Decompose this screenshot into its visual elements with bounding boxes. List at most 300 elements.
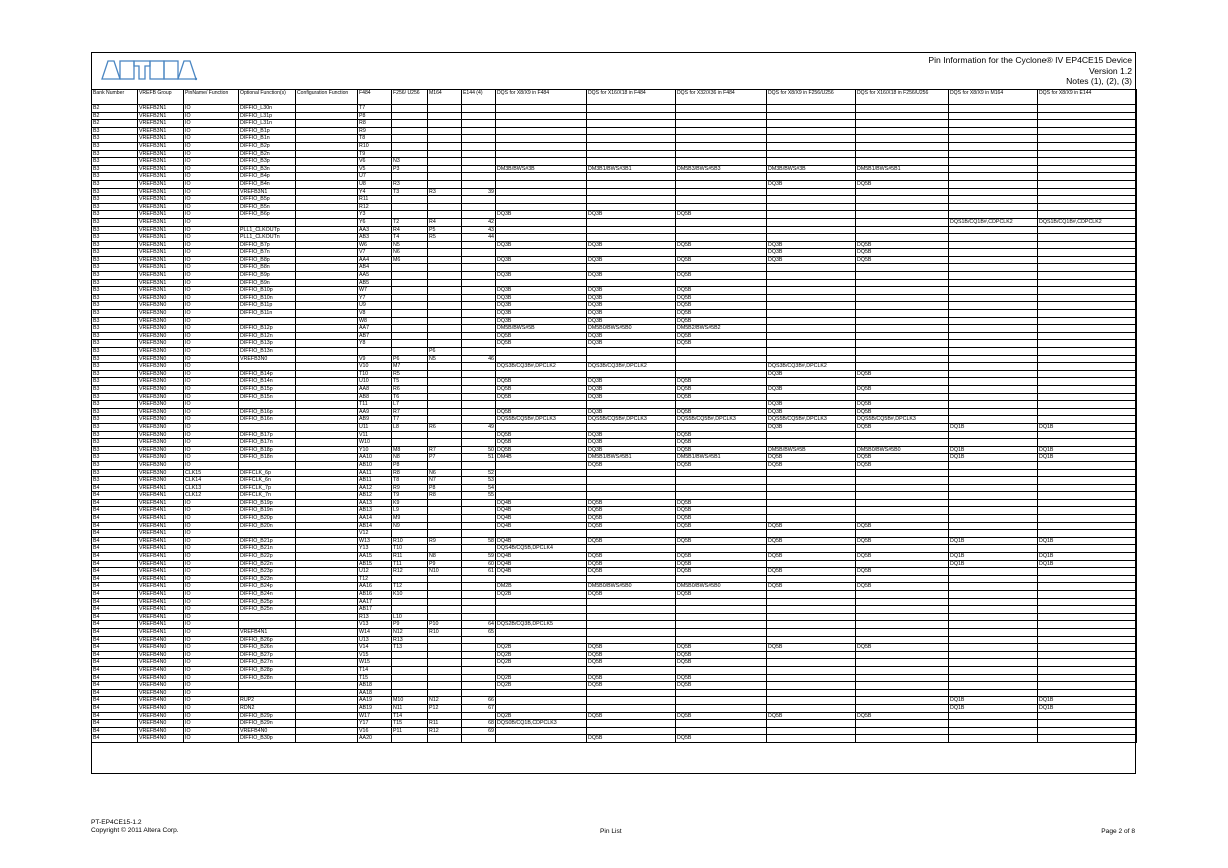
table-cell: [462, 264, 496, 272]
table-cell: [428, 173, 462, 181]
table-cell: DQ1B: [949, 537, 1038, 545]
table-cell: [767, 720, 856, 728]
table-cell: [587, 689, 676, 697]
table-cell: [496, 196, 587, 204]
table-cell: [428, 279, 462, 287]
table-cell: VREFB4N0: [138, 674, 184, 682]
table-cell: DQ5B: [676, 241, 767, 249]
table-cell: AB5: [358, 279, 392, 287]
table-cell: [949, 484, 1038, 492]
table-cell: DQS4B/CQ5B,DPCLK4: [496, 545, 587, 553]
table-cell: [496, 264, 587, 272]
table-cell: [296, 408, 358, 416]
table-cell: VREFB3N1: [138, 279, 184, 287]
table-cell: AB19: [358, 704, 392, 712]
table-cell: [296, 553, 358, 561]
table-cell: VREFB2N1: [138, 120, 184, 128]
table-cell: DQS5B/CQ5B#,DPCLK3: [856, 416, 949, 424]
table-cell: [767, 575, 856, 583]
table-cell: B3: [92, 317, 138, 325]
table-cell: [856, 378, 949, 386]
table-cell: DQ3B: [587, 378, 676, 386]
table-cell: [1038, 378, 1137, 386]
table-cell: [428, 196, 462, 204]
table-cell: VREFB4N0: [138, 644, 184, 652]
table-cell: IO: [184, 682, 239, 690]
table-cell: DM4B: [496, 454, 587, 462]
table-cell: DQ5B: [587, 735, 676, 743]
table-cell: B3: [92, 196, 138, 204]
table-cell: DQ5B: [587, 461, 676, 469]
table-row: [92, 401, 1137, 409]
table-cell: B4: [92, 720, 138, 728]
table-cell: DQ5B: [676, 568, 767, 576]
table-cell: IO: [184, 256, 239, 264]
table-cell: IO: [184, 385, 239, 393]
table-cell: B3: [92, 294, 138, 302]
table-cell: DIFFIO_B19p: [239, 499, 296, 507]
table-cell: [587, 477, 676, 485]
table-cell: R12: [358, 203, 392, 211]
table-cell: [587, 628, 676, 636]
table-cell: R3: [428, 188, 462, 196]
table-cell: DQ3B: [587, 256, 676, 264]
table-cell: DQ5B: [496, 378, 587, 386]
table-cell: [428, 363, 462, 371]
table-cell: [856, 272, 949, 280]
table-cell: DQ5B: [856, 180, 949, 188]
table-cell: IO: [184, 249, 239, 257]
table-row: [92, 568, 1137, 576]
document-version: Version 1.2: [1089, 65, 1132, 76]
table-cell: N12: [392, 628, 428, 636]
table-cell: IO: [184, 697, 239, 705]
table-cell: VREFB3N0: [138, 310, 184, 318]
table-cell: AB13: [358, 507, 392, 515]
table-cell: [856, 735, 949, 743]
table-cell: U11: [358, 423, 392, 431]
table-cell: VREFB2N1: [138, 112, 184, 120]
table-cell: [496, 606, 587, 614]
table-cell: [1038, 256, 1137, 264]
table-cell: IO: [184, 112, 239, 120]
table-cell: [296, 530, 358, 538]
table-row: [92, 348, 1137, 356]
table-cell: [949, 211, 1038, 219]
table-cell: VREFB3N0: [138, 378, 184, 386]
table-cell: DIFFIO_B17n: [239, 439, 296, 447]
table-cell: DQ5B: [676, 272, 767, 280]
table-cell: [949, 188, 1038, 196]
table-cell: [496, 279, 587, 287]
table-cell: [496, 135, 587, 143]
table-cell: VREFB3N1: [138, 135, 184, 143]
table-cell: [428, 613, 462, 621]
table-cell: AA13: [358, 499, 392, 507]
table-cell: IO: [184, 401, 239, 409]
table-cell: IO: [184, 218, 239, 226]
table-cell: [296, 583, 358, 591]
table-cell: AB18: [358, 682, 392, 690]
table-cell: [462, 332, 496, 340]
table-cell: [296, 393, 358, 401]
table-cell: DQ2B: [496, 591, 587, 599]
table-cell: 61: [462, 568, 496, 576]
table-cell: [587, 135, 676, 143]
table-cell: VREFB4N1: [138, 575, 184, 583]
table-cell: IO: [184, 279, 239, 287]
table-cell: [856, 310, 949, 318]
table-row: [92, 560, 1137, 568]
column-header: M164: [428, 90, 462, 105]
table-cell: DIFFIO_B11n: [239, 310, 296, 318]
table-cell: R6: [392, 385, 428, 393]
table-cell: [856, 682, 949, 690]
table-cell: DQ3B: [587, 211, 676, 219]
table-cell: B3: [92, 135, 138, 143]
table-row: [92, 477, 1137, 485]
table-cell: [767, 530, 856, 538]
table-cell: V9: [358, 355, 392, 363]
table-cell: [296, 621, 358, 629]
table-cell: [462, 606, 496, 614]
table-cell: DQ3B: [587, 302, 676, 310]
table-row: [92, 515, 1137, 523]
table-cell: DQ3B: [587, 241, 676, 249]
table-cell: DQ5B: [676, 537, 767, 545]
table-cell: DQ5B: [676, 507, 767, 515]
table-cell: VREFB3N0: [138, 439, 184, 447]
table-row: [92, 644, 1137, 652]
table-cell: [462, 644, 496, 652]
table-cell: DIFFIO_B8p: [239, 256, 296, 264]
footer-doc-id: PT-EP4CE15-1.2: [91, 819, 142, 826]
table-cell: W13: [358, 537, 392, 545]
table-cell: [462, 507, 496, 515]
table-cell: [767, 439, 856, 447]
table-cell: AA14: [358, 515, 392, 523]
table-cell: [1038, 492, 1137, 500]
table-row: [92, 689, 1137, 697]
table-cell: DQ5B: [676, 294, 767, 302]
table-cell: AA16: [358, 583, 392, 591]
table-cell: B3: [92, 302, 138, 310]
table-cell: [1038, 180, 1137, 188]
table-cell: [392, 659, 428, 667]
table-cell: [392, 302, 428, 310]
table-cell: [856, 545, 949, 553]
table-cell: IO: [184, 621, 239, 629]
table-cell: DQ4B: [496, 522, 587, 530]
table-cell: [1038, 317, 1137, 325]
table-cell: [296, 446, 358, 454]
table-cell: IO: [184, 560, 239, 568]
table-cell: DQ5B: [856, 370, 949, 378]
table-cell: [296, 150, 358, 158]
table-cell: [496, 180, 587, 188]
table-cell: [428, 142, 462, 150]
table-cell: IO: [184, 287, 239, 295]
table-row: [92, 226, 1137, 234]
table-cell: DQ5B: [587, 499, 676, 507]
table-cell: [239, 317, 296, 325]
table-cell: IO: [184, 241, 239, 249]
table-cell: [856, 477, 949, 485]
table-cell: [949, 515, 1038, 523]
table-cell: [392, 173, 428, 181]
table-cell: DQ5B: [587, 651, 676, 659]
table-cell: [767, 492, 856, 500]
table-cell: DQ3B: [767, 408, 856, 416]
table-cell: R5: [428, 234, 462, 242]
table-cell: DM5B0/BWS#5B0: [856, 446, 949, 454]
table-cell: R6: [428, 423, 462, 431]
table-cell: [239, 401, 296, 409]
table-row: [92, 173, 1137, 181]
table-cell: DM5B1/BWS#5B1: [676, 454, 767, 462]
table-cell: [428, 150, 462, 158]
table-cell: VREFB3N1: [138, 142, 184, 150]
table-cell: IO: [184, 340, 239, 348]
table-cell: [296, 522, 358, 530]
table-cell: [428, 522, 462, 530]
table-row: [92, 135, 1137, 143]
table-cell: [949, 492, 1038, 500]
table-cell: [428, 302, 462, 310]
table-cell: [949, 674, 1038, 682]
table-cell: AB7: [358, 332, 392, 340]
table-cell: [767, 598, 856, 606]
table-row: [92, 598, 1137, 606]
table-cell: B4: [92, 682, 138, 690]
table-cell: M9: [392, 515, 428, 523]
table-cell: 66: [462, 697, 496, 705]
table-cell: B3: [92, 158, 138, 166]
table-cell: B3: [92, 279, 138, 287]
table-cell: [462, 211, 496, 219]
table-cell: [1038, 127, 1137, 135]
table-cell: [767, 226, 856, 234]
table-cell: [462, 348, 496, 356]
table-cell: [587, 112, 676, 120]
table-cell: B4: [92, 659, 138, 667]
table-cell: VREFB4N0: [138, 712, 184, 720]
table-cell: [949, 142, 1038, 150]
table-cell: DIFFIO_B18n: [239, 454, 296, 462]
table-cell: W7: [358, 287, 392, 295]
table-cell: [496, 461, 587, 469]
table-row: [92, 317, 1137, 325]
table-cell: [676, 105, 767, 113]
table-cell: [676, 120, 767, 128]
table-cell: [496, 150, 587, 158]
table-cell: [296, 401, 358, 409]
table-cell: DIFFIO_B9p: [239, 272, 296, 280]
table-cell: IO: [184, 651, 239, 659]
table-cell: 69: [462, 727, 496, 735]
table-cell: IO: [184, 302, 239, 310]
table-cell: VREFB3N0: [138, 325, 184, 333]
table-cell: [428, 461, 462, 469]
column-header: VREFB Group: [138, 90, 184, 105]
table-cell: DIFFIO_B21p: [239, 537, 296, 545]
table-cell: [428, 127, 462, 135]
table-cell: P3: [392, 165, 428, 173]
table-cell: DQS5B/CQ5B#,DPCLK3: [587, 416, 676, 424]
table-cell: AA11: [358, 469, 392, 477]
table-cell: R8: [428, 492, 462, 500]
table-cell: [1038, 674, 1137, 682]
table-cell: [767, 127, 856, 135]
table-cell: VREFB3N1: [138, 165, 184, 173]
table-cell: [949, 196, 1038, 204]
table-cell: [856, 332, 949, 340]
table-cell: 46: [462, 355, 496, 363]
table-cell: VREFB4N0: [138, 636, 184, 644]
table-cell: DQ3B: [767, 385, 856, 393]
table-cell: DQ3B: [767, 423, 856, 431]
table-cell: VREFB3N0: [138, 416, 184, 424]
table-cell: T8: [392, 477, 428, 485]
table-cell: [767, 682, 856, 690]
table-cell: [1038, 158, 1137, 166]
table-cell: VREFB4N1: [138, 613, 184, 621]
table-cell: DQ5B: [587, 560, 676, 568]
table-cell: PLL1_CLKOUTp: [239, 226, 296, 234]
table-cell: [428, 310, 462, 318]
table-row: [92, 211, 1137, 219]
table-cell: [676, 628, 767, 636]
table-cell: B4: [92, 712, 138, 720]
table-cell: [1038, 234, 1137, 242]
table-cell: AA19: [358, 697, 392, 705]
table-cell: B4: [92, 537, 138, 545]
table-cell: B3: [92, 310, 138, 318]
table-cell: B4: [92, 735, 138, 743]
table-cell: [587, 173, 676, 181]
table-cell: [462, 522, 496, 530]
table-cell: Y4: [358, 188, 392, 196]
table-cell: [767, 112, 856, 120]
table-row: [92, 249, 1137, 257]
table-cell: DIFFIO_B26p: [239, 636, 296, 644]
table-cell: VREFB4N1: [138, 499, 184, 507]
table-cell: B4: [92, 598, 138, 606]
table-cell: [496, 613, 587, 621]
table-cell: [949, 606, 1038, 614]
table-cell: [949, 651, 1038, 659]
column-header: F484: [358, 90, 392, 105]
table-cell: B4: [92, 515, 138, 523]
table-cell: [949, 234, 1038, 242]
table-cell: [296, 332, 358, 340]
table-cell: T10: [392, 545, 428, 553]
table-cell: [392, 135, 428, 143]
table-cell: [296, 651, 358, 659]
table-cell: T6: [392, 393, 428, 401]
table-cell: [767, 196, 856, 204]
table-cell: [676, 720, 767, 728]
table-cell: AB12: [358, 492, 392, 500]
table-cell: [462, 431, 496, 439]
table-cell: [462, 401, 496, 409]
table-cell: [587, 621, 676, 629]
table-cell: [1038, 598, 1137, 606]
table-cell: [1038, 575, 1137, 583]
table-cell: AA18: [358, 689, 392, 697]
table-cell: VREFB4N1: [138, 606, 184, 614]
table-cell: [1038, 203, 1137, 211]
table-cell: [856, 689, 949, 697]
table-cell: AA4: [358, 256, 392, 264]
table-cell: [462, 302, 496, 310]
table-cell: [1038, 264, 1137, 272]
table-cell: IO: [184, 507, 239, 515]
table-cell: [392, 439, 428, 447]
table-cell: T12: [392, 583, 428, 591]
table-cell: 64: [462, 621, 496, 629]
table-cell: N10: [428, 568, 462, 576]
table-cell: N5: [392, 241, 428, 249]
table-cell: [1038, 735, 1137, 743]
table-cell: DIFFCLK_7p: [239, 484, 296, 492]
table-cell: [428, 636, 462, 644]
table-cell: DQ5B: [676, 499, 767, 507]
table-cell: VREFB3N1: [138, 272, 184, 280]
table-cell: [949, 461, 1038, 469]
table-cell: [1038, 507, 1137, 515]
table-cell: [676, 355, 767, 363]
table-cell: [856, 720, 949, 728]
table-cell: [462, 363, 496, 371]
table-cell: DQ1B: [1038, 560, 1137, 568]
table-cell: [587, 704, 676, 712]
table-cell: 51: [462, 454, 496, 462]
table-cell: [856, 218, 949, 226]
table-cell: [296, 735, 358, 743]
table-cell: [496, 142, 587, 150]
table-row: [92, 142, 1137, 150]
table-cell: DQ3B: [496, 256, 587, 264]
table-cell: DQ5B: [676, 332, 767, 340]
table-cell: [496, 469, 587, 477]
table-cell: [856, 727, 949, 735]
table-row: [92, 188, 1137, 196]
table-cell: [462, 203, 496, 211]
table-cell: VREFB3N1: [138, 180, 184, 188]
table-cell: [949, 613, 1038, 621]
table-cell: [296, 355, 358, 363]
table-cell: [587, 370, 676, 378]
table-cell: DQ5B: [856, 423, 949, 431]
table-cell: [428, 591, 462, 599]
table-cell: [239, 689, 296, 697]
column-header: E144 (4): [462, 90, 496, 105]
table-row: [92, 423, 1137, 431]
table-cell: DIFFIO_B11p: [239, 302, 296, 310]
table-cell: [296, 196, 358, 204]
table-cell: [949, 302, 1038, 310]
table-cell: R13: [358, 613, 392, 621]
table-cell: DQ3B: [587, 272, 676, 280]
table-cell: [462, 666, 496, 674]
table-cell: [296, 591, 358, 599]
table-cell: VREFB3N0: [138, 401, 184, 409]
table-cell: 52: [462, 469, 496, 477]
table-cell: VREFB3N1: [138, 211, 184, 219]
table-cell: DQ5B: [496, 408, 587, 416]
table-cell: VREFB4N1: [138, 621, 184, 629]
